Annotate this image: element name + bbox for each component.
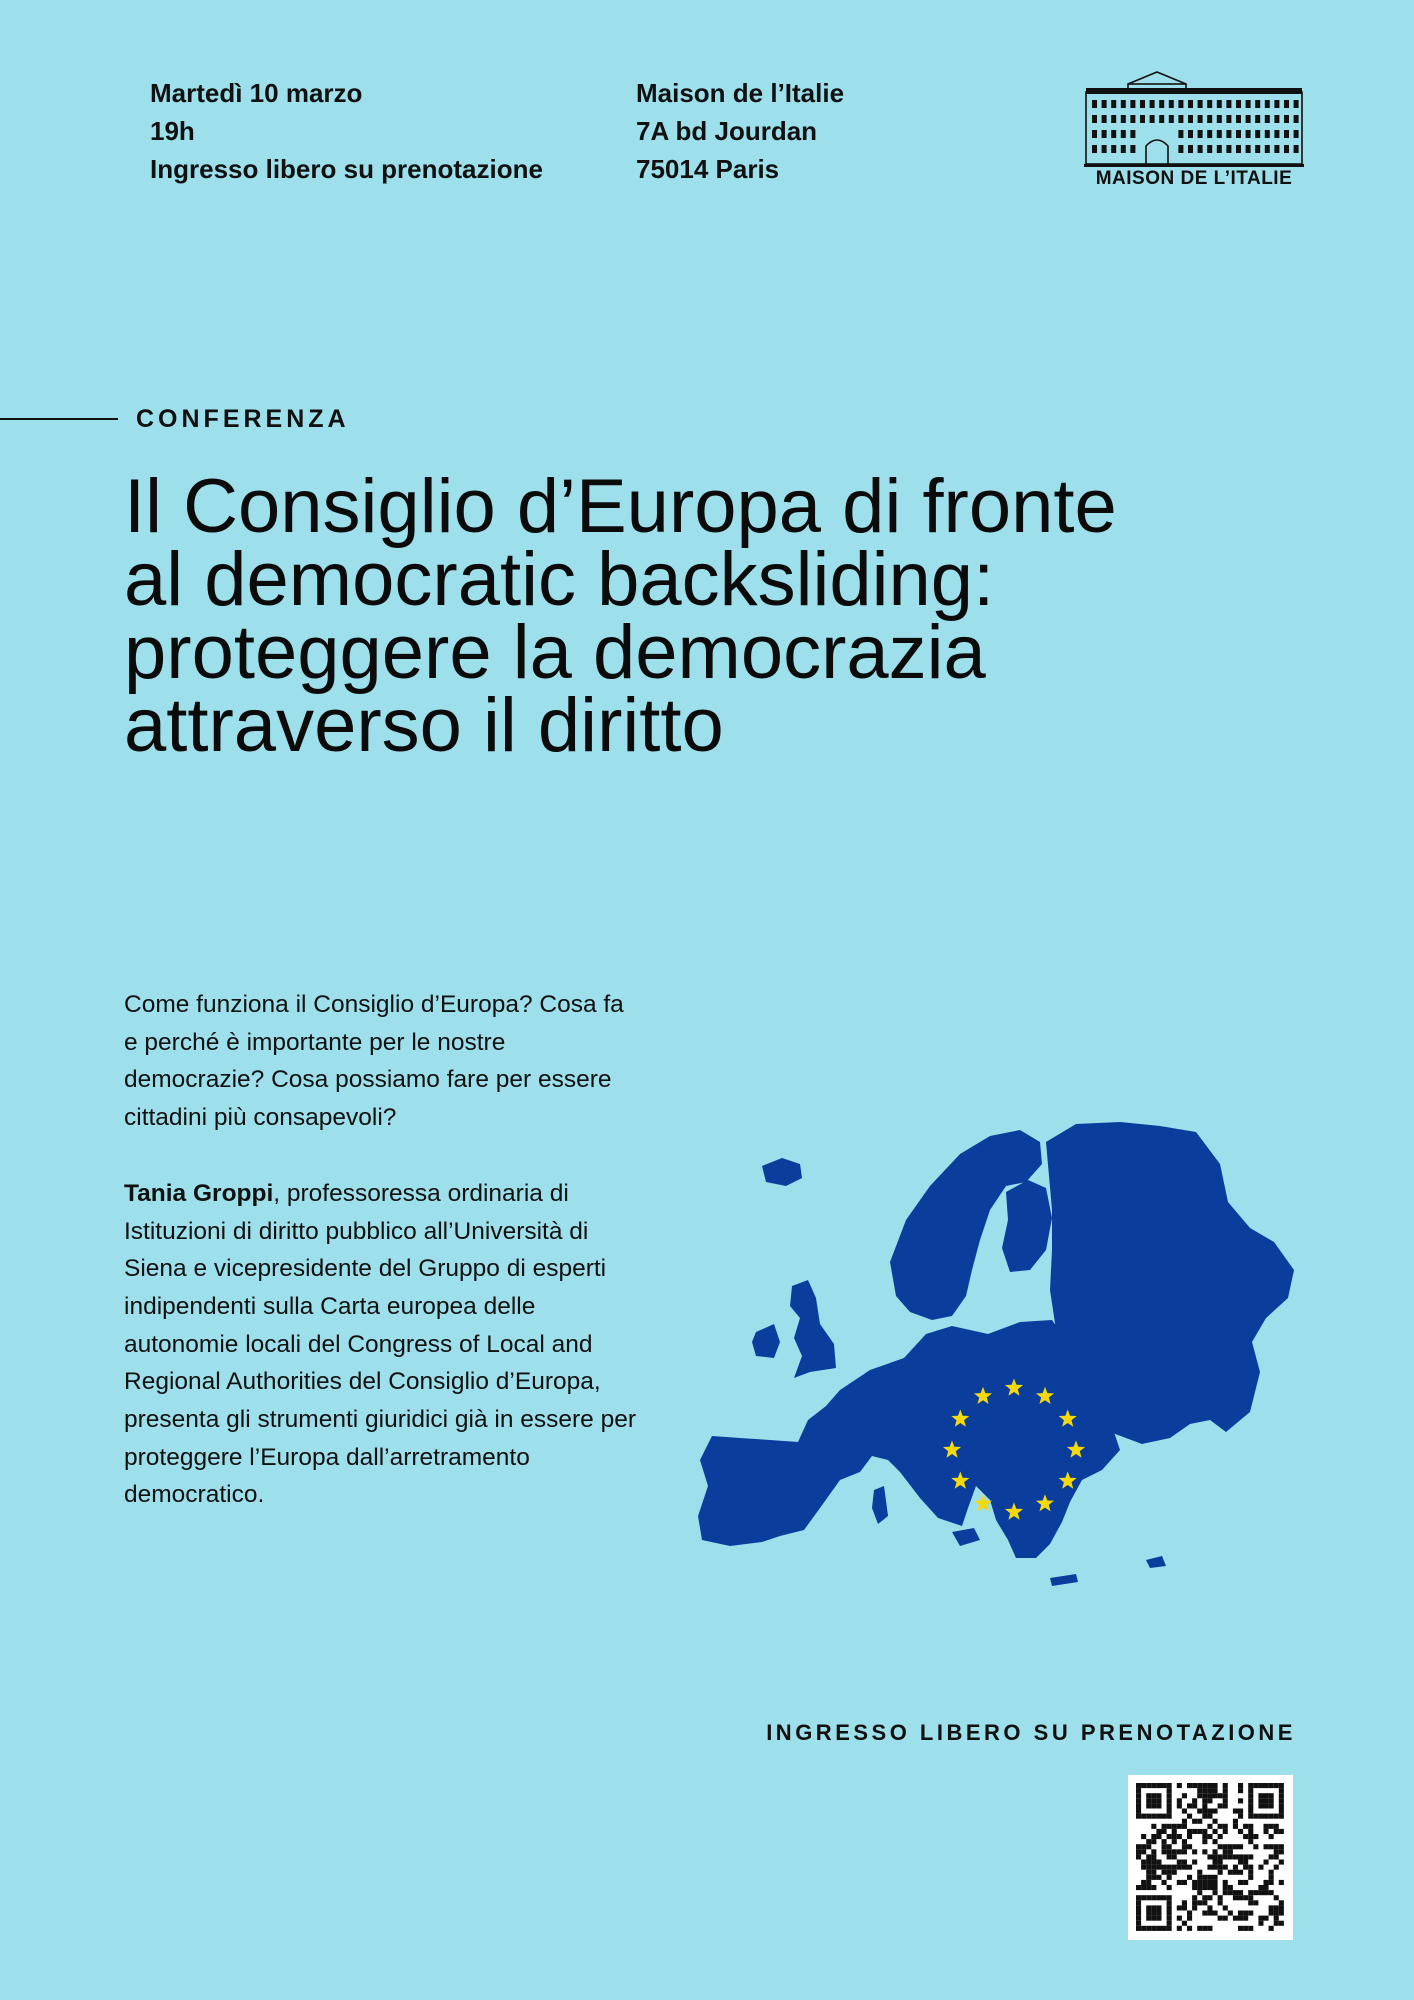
description [124, 986, 644, 1514]
registration-cta: INGRESSO LIBERO SU PRENOTAZIONE [766, 1720, 1296, 1745]
speaker-paragraph [124, 1175, 644, 1514]
page-title: Il Consiglio d’Europa di fronte al democratic backsliding: proteggere la democrazia attraverso il diritto [124, 464, 1117, 768]
logo-name: MAISON DE L’ITALIE [1095, 168, 1293, 189]
intro-paragraph: Come funziona il Consiglio d’Europa? Cosa fa e perché è importante per le nostre democrazie? Cosa possiamo fare per essere cittadini più consapevoli? [124, 991, 624, 1132]
europe-map-icon [690, 1120, 1310, 1620]
venue-info [636, 74, 844, 188]
event-time: 19h [150, 116, 195, 146]
event-info [150, 74, 543, 188]
speaker-bio: , professoressa ordinaria di Istituzioni di diritto pubblico all’Università di Siena e vicepresidente del Gruppo di esperti indipendenti sulla Carta europea delle autonomie locali del Congress of Local and Regional Authorities del Consiglio d’Europa, presenta gli strumenti giuridici già in essere per proteggere l’Europa dall’arretramento democratico. [124, 1179, 637, 1509]
venue-name: Maison de l’Italie [636, 78, 845, 108]
event-entry: Ingresso libero su prenotazione [150, 154, 543, 184]
event-date: Martedì 10 marzo [150, 78, 363, 108]
speaker-name: Tania Groppi [124, 1179, 274, 1207]
category-label: CONFERENZA [136, 405, 350, 433]
qr-code-icon[interactable] [1128, 1775, 1293, 1940]
venue-street: 7A bd Jourdan [636, 116, 818, 146]
divider-line [0, 418, 118, 420]
venue-city: 75014 Paris [636, 154, 780, 184]
